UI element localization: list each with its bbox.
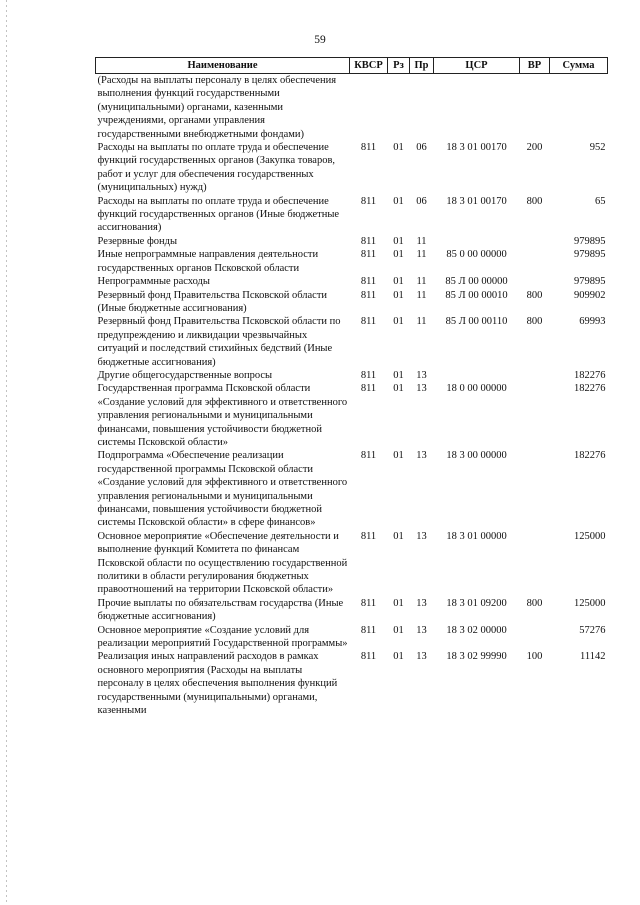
cell-kvsr: 811 — [360, 289, 377, 301]
table-row — [96, 315, 608, 369]
table-body — [96, 74, 608, 718]
cell-vr: 800 — [526, 195, 543, 207]
table-row — [96, 369, 608, 382]
cell-name: Иные непрограммные направления деятельности государственных органов Псковской области — [97, 249, 319, 274]
cell-pr: 06 — [416, 195, 427, 207]
header-vr: ВР — [520, 58, 550, 74]
cell-pr: 11 — [416, 235, 427, 247]
cell-rz: 01 — [393, 249, 404, 261]
cell-sum: 952 — [589, 142, 606, 154]
budget-table — [95, 57, 608, 718]
cell-kvsr: 811 — [360, 597, 377, 609]
cell-csr: 85 0 00 00000 — [446, 249, 507, 261]
cell-sum: 979895 — [574, 249, 606, 261]
cell-name: Резервные фонды — [97, 235, 178, 247]
cell-kvsr: 811 — [360, 276, 377, 288]
cell-name: Расходы на выплаты по оплате труда и обеспечение функций государственных органов (Иные бюджетные ассигнования) — [97, 195, 340, 234]
cell-sum: 125000 — [574, 530, 606, 542]
cell-name: Государственная программа Псковской области «Создание условий для эффективного и ответственного управления региональными и муниципальными финансами, повышения устойчивости бюджетной системы Псковской области» — [97, 383, 348, 448]
cell-rz: 01 — [393, 597, 404, 609]
cell-vr — [520, 248, 550, 275]
cell-kvsr — [350, 74, 388, 142]
cell-csr — [434, 235, 520, 248]
cell-kvsr: 811 — [360, 383, 377, 395]
cell-vr — [520, 369, 550, 382]
cell-name: Подпрограмма «Обеспечение реализации государственной программы Псковской области «Создание условий для эффективного и ответственного управления региональными и муниципальными финансами, повышения устойчивости бюджетной системы Псковской области» в сфере финансов» — [97, 450, 348, 529]
table-row — [96, 235, 608, 248]
cell-name: (Расходы на выплаты персоналу в целях обеспечения выполнения функций государственными (муниципальными) органами, казенными учреждениями, органами управления государственными внебюджетными фондами) — [97, 75, 337, 140]
cell-pr: 13 — [416, 624, 427, 636]
header-csr: ЦСР — [434, 58, 520, 74]
cell-sum: 69993 — [579, 316, 606, 328]
cell-vr: 100 — [526, 651, 543, 663]
cell-name: Основное мероприятие «Обеспечение деятельности и выполнение функций Комитета по финансам Псковской области по осуществлению государственной политики в области регулирования бюджетных правоотношений на территории Псковской области» — [97, 530, 348, 596]
cell-pr: 13 — [416, 651, 427, 663]
cell-sum — [550, 74, 608, 142]
cell-pr: 13 — [416, 383, 427, 395]
cell-kvsr: 811 — [360, 235, 377, 247]
table-row — [96, 597, 608, 624]
cell-rz: 01 — [393, 195, 404, 207]
cell-vr — [520, 382, 550, 449]
cell-csr: 85 Л 00 00110 — [445, 316, 508, 328]
cell-csr — [434, 369, 520, 382]
cell-sum: 11142 — [580, 651, 606, 663]
cell-rz: 01 — [393, 530, 404, 542]
header-sum: Сумма — [550, 58, 608, 74]
cell-kvsr: 811 — [360, 369, 377, 381]
table-row — [96, 530, 608, 597]
cell-kvsr: 811 — [360, 195, 377, 207]
cell-pr: 13 — [416, 530, 427, 542]
cell-csr: 18 3 01 00000 — [446, 530, 507, 542]
cell-csr: 18 3 01 09200 — [446, 597, 507, 609]
table-row — [96, 195, 608, 235]
cell-kvsr: 811 — [360, 316, 377, 328]
cell-vr: 800 — [526, 289, 543, 301]
cell-vr — [520, 275, 550, 288]
table-row — [96, 74, 608, 142]
cell-name: Непрограммные расходы — [97, 276, 210, 288]
cell-rz: 01 — [393, 383, 404, 395]
cell-vr — [520, 74, 550, 142]
cell-rz — [388, 74, 410, 142]
cell-rz: 01 — [393, 651, 404, 663]
cell-vr — [520, 624, 550, 651]
table-row — [96, 650, 608, 717]
cell-sum: 182276 — [574, 383, 606, 395]
cell-vr: 200 — [526, 142, 543, 154]
cell-name: Прочие выплаты по обязательствам государства (Иные бюджетные ассигнования) — [97, 597, 344, 623]
cell-csr: 18 3 02 99990 — [446, 651, 507, 663]
cell-pr: 13 — [416, 369, 427, 381]
cell-rz: 01 — [393, 624, 404, 636]
table-row — [96, 289, 608, 316]
table-row — [96, 141, 608, 195]
table-header-row — [96, 58, 608, 74]
header-name: Наименование — [96, 58, 350, 74]
cell-csr: 18 0 00 00000 — [446, 383, 507, 395]
cell-rz: 01 — [393, 142, 404, 154]
cell-sum: 909902 — [574, 289, 606, 301]
cell-sum: 182276 — [574, 369, 606, 381]
cell-kvsr: 811 — [360, 624, 377, 636]
cell-kvsr: 811 — [360, 651, 377, 663]
header-kvsr: КВСР — [350, 58, 388, 74]
cell-pr: 13 — [416, 597, 427, 609]
cell-sum: 979895 — [574, 235, 606, 247]
cell-csr: 18 3 01 00170 — [446, 142, 507, 154]
cell-kvsr: 811 — [360, 530, 377, 542]
cell-pr: 11 — [416, 316, 427, 328]
cell-kvsr: 811 — [360, 249, 377, 261]
cell-name: Реализация иных направлений расходов в рамках основного мероприятия (Расходы на выплаты персоналу в целях обеспечения выполнения функций государственными (муниципальными) органами, казенными — [97, 651, 338, 717]
cell-name: Расходы на выплаты по оплате труда и обеспечение функций государственных органов (Закупка товаров, работ и услуг для обеспечения государственных (муниципальных) нужд) — [97, 142, 336, 194]
cell-vr — [520, 235, 550, 248]
cell-name: Другие общегосударственные вопросы — [97, 369, 273, 381]
cell-rz: 01 — [393, 235, 404, 247]
cell-csr: 85 Л 00 00000 — [445, 276, 508, 288]
cell-pr: 13 — [416, 450, 427, 462]
cell-name: Резервный фонд Правительства Псковской области по предупреждению и ликвидации чрезвычайных ситуаций и последствий стихийных бедствий (Иные бюджетные ассигнования) — [97, 316, 341, 368]
cell-sum: 979895 — [574, 276, 606, 288]
cell-sum: 65 — [595, 195, 606, 207]
cell-sum: 125000 — [574, 597, 606, 609]
cell-rz: 01 — [393, 276, 404, 288]
cell-pr: 11 — [416, 249, 427, 261]
cell-kvsr: 811 — [360, 450, 377, 462]
cell-pr: 06 — [416, 142, 427, 154]
cell-kvsr: 811 — [360, 142, 377, 154]
cell-pr — [410, 74, 434, 142]
scan-edge — [6, 0, 7, 905]
table-row — [96, 624, 608, 651]
table-row — [96, 275, 608, 288]
cell-name: Основное мероприятие «Создание условий для реализации мероприятий Государственной программы» — [97, 624, 348, 650]
header-rz: Рз — [388, 58, 410, 74]
table-row — [96, 248, 608, 275]
cell-csr: 18 3 01 00170 — [446, 195, 507, 207]
cell-vr — [520, 530, 550, 597]
cell-csr: 85 Л 00 00010 — [445, 289, 508, 301]
cell-pr: 11 — [416, 289, 427, 301]
cell-csr — [434, 74, 520, 142]
cell-vr: 800 — [526, 597, 543, 609]
table-row — [96, 449, 608, 529]
table-row — [96, 382, 608, 449]
cell-pr: 11 — [416, 276, 427, 288]
cell-rz: 01 — [393, 450, 404, 462]
cell-rz: 01 — [393, 316, 404, 328]
page-number: 59 — [314, 34, 326, 46]
cell-csr: 18 3 02 00000 — [446, 624, 507, 636]
cell-sum: 57276 — [579, 624, 606, 636]
cell-rz: 01 — [393, 289, 404, 301]
header-pr: Пр — [410, 58, 434, 74]
cell-rz: 01 — [393, 369, 404, 381]
cell-vr — [520, 449, 550, 529]
cell-csr: 18 3 00 00000 — [446, 450, 507, 462]
cell-vr: 800 — [526, 316, 543, 328]
cell-name: Резервный фонд Правительства Псковской области (Иные бюджетные ассигнования) — [97, 289, 328, 314]
cell-sum: 182276 — [574, 450, 606, 462]
